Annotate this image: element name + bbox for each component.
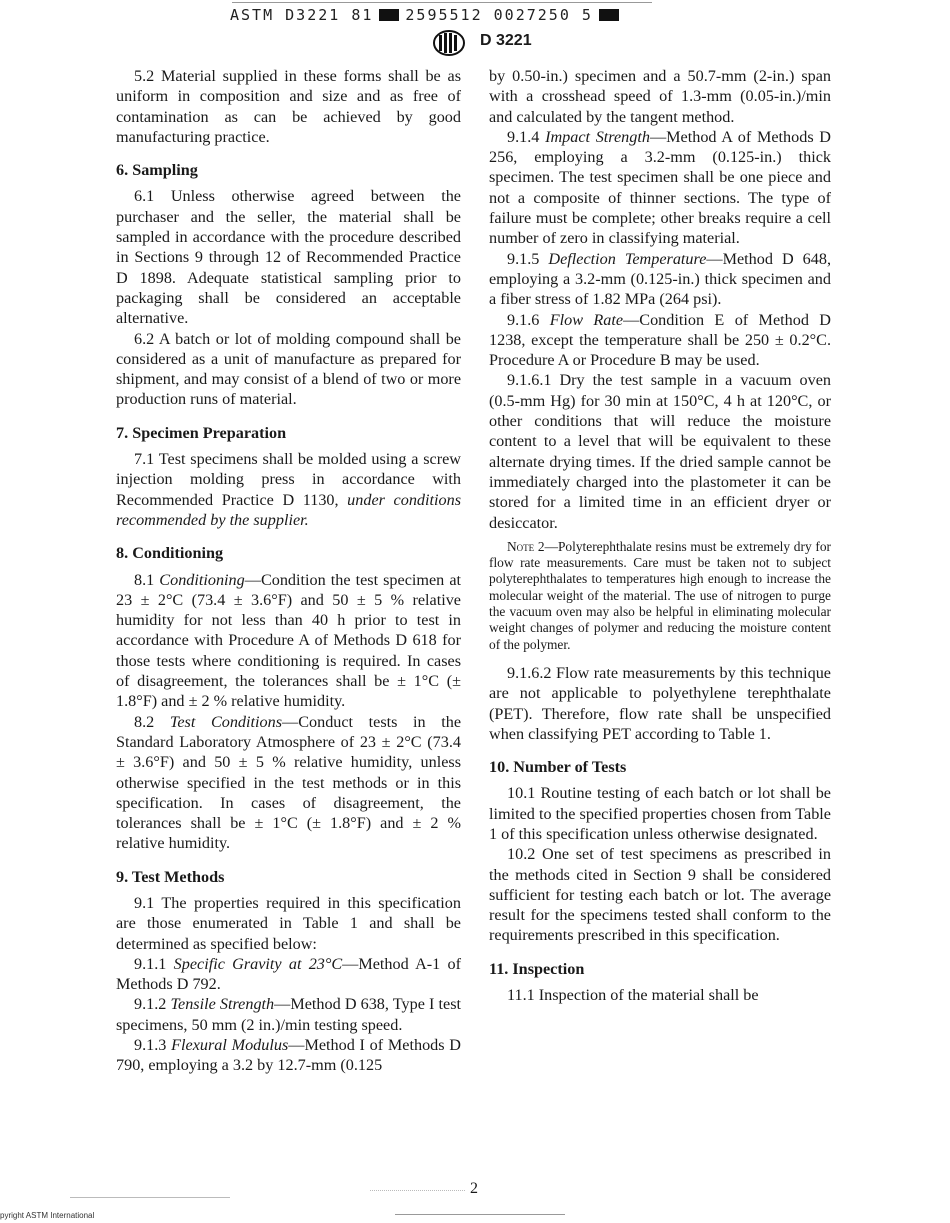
clause-number: 9.1.3: [134, 1036, 167, 1055]
clause-body: —Method D 648, employing a 3.2-mm (0.125-in.) thick specimen and a fiber stress of 1.82 MPa (264 psi).: [489, 249, 831, 309]
clause-title: Deflection Temperature: [548, 249, 707, 268]
paragraph-8-2: [116, 712, 461, 854]
paragraph-7-1-italic: under conditions recommended by the supplier.: [116, 490, 461, 529]
clause-title: Test Conditions: [169, 712, 283, 731]
standard-designation: D 3221: [480, 32, 532, 49]
clause-body: —Method D 638, Type I test specimens, 50 mm (2 in.)/min testing speed.: [116, 995, 462, 1034]
paragraph-9-1-6: [489, 310, 831, 371]
clause-body: —Condition the test specimen at 23 ± 2°C (73.4 ± 3.6°F) and 50 ± 5 % relative humidity for not less than 40 h prior to test in accordance with Procedure A of Methods D 618 for those tests where conditioning is required. In cases of disagreement, the tolerances shall be ± 1°C (± 1.8°F) and ± 2 % relative humidity.: [116, 570, 462, 711]
paragraph-6-2: 6.2 A batch or lot of molding compound shall be considered as a unit of manufacture as prepared for shipment, and may consist of a blend of two or more production runs of material.: [116, 329, 461, 409]
note-2: [489, 539, 831, 653]
clause-number: 9.1.2: [134, 995, 167, 1014]
clause-body: —Conduct tests in the Standard Laboratory Atmosphere of 23 ± 2°C (73.4 ± 3.6°F) and 50 ± 5 % relative humidity, unless otherwise specified in the test methods or in this specification. In cases of disagreement, the tolerances shall be ± 1°C (± 1.8°F) and ± 2 % relative humidity.: [116, 712, 462, 853]
clause-body: —Condition E of Method D 1238, except the temperature shall be 250 ± 0.2°C. Procedure A or Procedure B may be used.: [489, 310, 831, 370]
paragraph-6-1: 6.1 Unless otherwise agreed between the purchaser and the seller, the material shall be sampled in accordance with the procedure described in Sections 9 through 12 of Recommended Practice D 1898. Adequate statistical sampling prior to packaging shall be considered an acceptable alternative.: [116, 187, 461, 328]
code-left: ASTM D3221 81: [230, 6, 374, 24]
paragraph-8-1: [116, 570, 461, 712]
copyright-footer: pyright ASTM International: [0, 1211, 95, 1220]
paragraph-5-2: 5.2 Material supplied in these forms shall be as uniform in composition and size and as free of contamination as can be achieved by good manufacturing practice.: [116, 67, 461, 146]
paragraph-9-1-6-1: 9.1.6.1 Dry the test sample in a vacuum oven (0.5-mm Hg) for 30 min at 150°C, 4 h at 120°C, or other conditions that will reduce the moisture content to a level that will be equivalent to these alternate drying times. If the dried sample cannot be immediately charged into the plastometer it can be stored for a limited time in an efficient dryer or desiccator.: [489, 371, 831, 532]
scan-mark: [395, 1214, 565, 1215]
clause-number: 8.1: [134, 570, 155, 589]
left-column: [116, 66, 461, 1076]
paragraph-10-2: 10.2 One set of test specimens as prescribed in the methods cited in Section 9 shall be considered sufficient for testing each batch or lot. The average result for the specimens tested shall conform to the requirements prescribed in this specification.: [489, 845, 831, 945]
clause-title: Flow Rate: [549, 310, 624, 329]
paragraph-9-1-5: [489, 249, 831, 310]
document-code-line: [230, 6, 650, 24]
paragraph-9-1-3: [116, 1035, 461, 1076]
paragraph-11-1: 11.1 Inspection of the material shall be: [507, 986, 759, 1005]
clause-number: 9.1.1: [134, 954, 167, 973]
clause-number: 9.1.4: [507, 127, 540, 146]
paragraph-9-1: 9.1 The properties required in this specification are those enumerated in Table 1 and shall be determined as specified below:: [116, 893, 461, 953]
right-column: [489, 66, 831, 1005]
clause-body: —Method I of Methods D 790, employing a 3.2 by 12.7-mm (0.125: [116, 1036, 461, 1075]
section-heading-test-methods: 9. Test Methods: [116, 867, 225, 886]
clause-number: 9.1.6: [507, 310, 540, 329]
clause-title: Flexural Modulus: [171, 1036, 289, 1055]
code-block-mark: [379, 9, 399, 21]
clause-number: 9.1.5: [507, 249, 540, 268]
code-block-mark: [599, 9, 619, 21]
clause-title: Impact Strength: [545, 127, 650, 146]
page-number: 2: [470, 1180, 478, 1197]
paragraph-9-1-2: [116, 994, 461, 1035]
paragraph-7-1-text: 7.1 Test specimens shall be molded using a screw injection molding press in accordance with Recommended Practice D 1130,: [116, 450, 461, 509]
note-body: —Polyterephthalate resins must be extremely dry for flow rate measurements. Care must be taken not to subject polyterephthalates to temperatures high enough to increase the molecular weight of the material. The use of nitrogen to purge the vacuum oven may also be helpful in eliminating molecular weight changes of polymer and reducing the moisture content of the polymer.: [489, 538, 831, 652]
paragraph-9-1-3-continued: by 0.50-in.) specimen and a 50.7-mm (2-in.) span with a crosshead speed of 1.3-mm (0.05-in.)/min and calculated by the tangent method.: [489, 67, 831, 126]
section-heading-inspection: 11. Inspection: [489, 959, 585, 978]
code-right: 2595512 0027250 5: [405, 6, 593, 24]
section-heading-specimen-preparation: 7. Specimen Preparation: [116, 423, 287, 442]
note-label: Note 2: [507, 538, 545, 554]
scan-mark: [370, 1190, 465, 1191]
paragraph-9-1-4: [489, 127, 831, 249]
paragraph-9-1-1: [116, 954, 461, 995]
section-heading-conditioning: 8. Conditioning: [116, 544, 224, 563]
section-heading-sampling: 6. Sampling: [116, 161, 198, 180]
clause-title: Specific Gravity at 23°C: [173, 954, 343, 973]
astm-logo-icon: [432, 30, 466, 56]
clause-title: Conditioning: [159, 570, 245, 589]
clause-body: —Method A-1 of Methods D 792.: [116, 954, 462, 994]
paragraph-9-1-6-2: 9.1.6.2 Flow rate measurements by this technique are not applicable to polyethylene terephthalate (PET). Therefore, flow rate shall be unspecified when classifying PET according to Table 1.: [489, 663, 831, 743]
clause-body: —Method A of Methods D 256, employing a 3.2-mm (0.125-in.) thick specimen. The test specimen shall be one piece and not a composite of thinner sections. The type of failure must be complete; other breaks require a cell number of zero in classifying material.: [489, 127, 831, 248]
header-rule: [232, 2, 652, 3]
paragraph-10-1: 10.1 Routine testing of each batch or lot shall be limited to the specified properties chosen from Table 1 of this specification unless otherwise designated.: [489, 784, 831, 843]
paragraph-7-1: [116, 449, 461, 530]
clause-number: 8.2: [134, 712, 155, 731]
clause-title: Tensile Strength: [170, 995, 275, 1014]
scan-mark: [70, 1197, 230, 1198]
section-heading-number-of-tests: 10. Number of Tests: [489, 758, 627, 777]
